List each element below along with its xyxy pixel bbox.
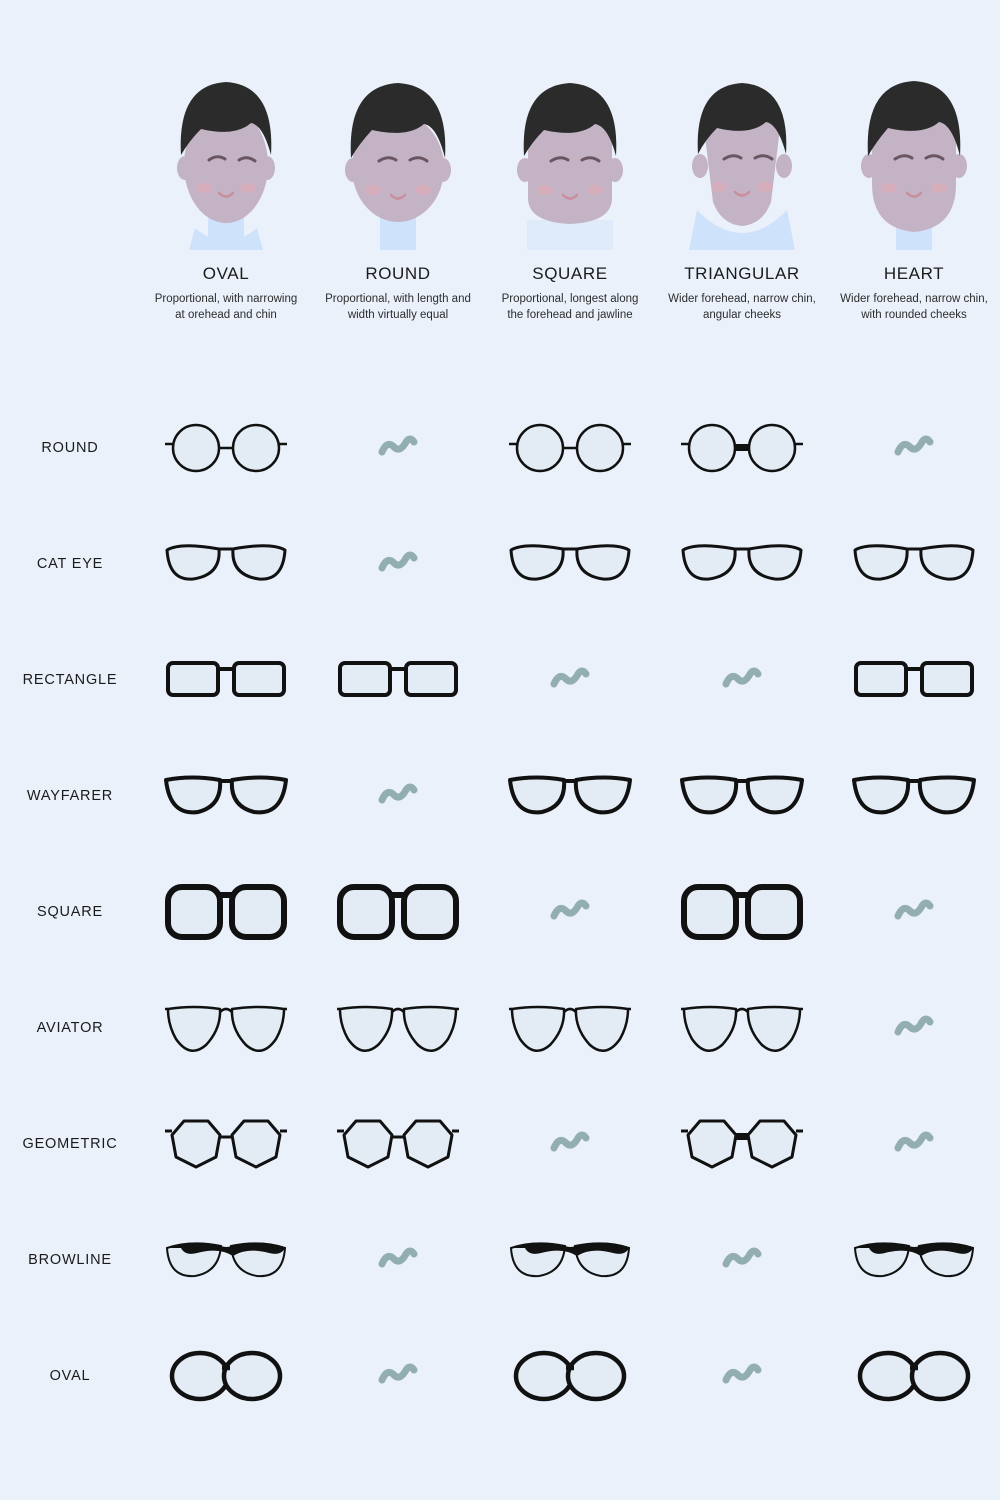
cell-oval-heart	[828, 1318, 1000, 1434]
cell-rectangle-round	[312, 622, 484, 738]
cell-rectangle-triangular	[656, 622, 828, 738]
face-name: ROUND	[365, 264, 431, 283]
frame-row-label: CAT EYE	[36, 556, 104, 572]
frame-row-label: RECTANGLE	[22, 672, 118, 688]
face-description: Wider forehead, narrow chin, angular cheeks	[668, 293, 816, 321]
cell-wayfarer-oval	[140, 738, 312, 854]
cell-cat-eye-heart	[828, 506, 1000, 622]
face-oval-icon	[151, 60, 301, 250]
glasses-aviator-icon	[164, 999, 288, 1057]
cell-round-oval	[140, 390, 312, 506]
cell-round-round	[312, 390, 484, 506]
squiggle-icon	[894, 1131, 934, 1157]
face-description: Wider forehead, narrow chin, with rounded cheeks	[840, 293, 988, 321]
frame-row-aviator	[0, 970, 1000, 1086]
cell-aviator-square	[484, 970, 656, 1086]
cell-geometric-heart	[828, 1086, 1000, 1202]
cell-aviator-heart	[828, 970, 1000, 1086]
glasses-oval-icon	[856, 1348, 972, 1404]
squiggle-icon	[550, 1131, 590, 1157]
face-column-heart	[828, 60, 1000, 323]
cell-oval-round	[312, 1318, 484, 1434]
face-heart-icon	[839, 60, 989, 250]
glasses-cat-eye-icon	[508, 536, 632, 592]
cell-browline-heart	[828, 1202, 1000, 1318]
cell-browline-triangular	[656, 1202, 828, 1318]
glasses-rectangle-icon	[336, 653, 460, 707]
glasses-round-icon	[680, 418, 804, 478]
frame-style-matrix	[0, 390, 1000, 1434]
glasses-aviator-icon	[336, 999, 460, 1057]
cell-square-oval	[140, 854, 312, 970]
face-description: Proportional, longest along the forehead and jawline	[501, 293, 639, 321]
face-name: HEART	[883, 264, 945, 283]
frame-row-label: BROWLINE	[28, 1252, 112, 1268]
face-name: OVAL	[202, 264, 250, 283]
cell-browline-oval	[140, 1202, 312, 1318]
cell-rectangle-square	[484, 622, 656, 738]
glasses-browline-icon	[163, 1238, 289, 1282]
squiggle-icon	[722, 1247, 762, 1273]
frame-row-label: ROUND	[41, 440, 99, 456]
frame-row-label: WAYFARER	[26, 788, 114, 804]
glasses-rectangle-icon	[164, 653, 288, 707]
frame-row-oval	[0, 1318, 1000, 1434]
cell-square-square	[484, 854, 656, 970]
glasses-oval-icon	[512, 1348, 628, 1404]
frame-row-label: OVAL	[49, 1368, 91, 1384]
frame-row-label: AVIATOR	[36, 1020, 104, 1036]
cell-geometric-triangular	[656, 1086, 828, 1202]
cell-aviator-round	[312, 970, 484, 1086]
squiggle-icon	[550, 899, 590, 925]
cell-oval-square	[484, 1318, 656, 1434]
frame-row-square	[0, 854, 1000, 970]
glasses-wayfarer-icon	[850, 770, 978, 822]
squiggle-icon	[550, 667, 590, 693]
face-type-header	[140, 60, 1000, 323]
glasses-square-icon	[164, 881, 288, 943]
glasses-oval-icon	[168, 1348, 284, 1404]
cell-round-heart	[828, 390, 1000, 506]
face-column-triangular	[656, 60, 828, 323]
glasses-square-icon	[336, 881, 460, 943]
glasses-geometric-icon	[164, 1115, 288, 1173]
cell-cat-eye-square	[484, 506, 656, 622]
face-column-square	[484, 60, 656, 323]
glasses-wayfarer-icon	[678, 770, 806, 822]
glasses-browline-icon	[507, 1238, 633, 1282]
face-column-oval	[140, 60, 312, 323]
frame-row-geometric	[0, 1086, 1000, 1202]
squiggle-icon	[722, 667, 762, 693]
glasses-cat-eye-icon	[852, 536, 976, 592]
squiggle-icon	[378, 551, 418, 577]
cell-geometric-square	[484, 1086, 656, 1202]
squiggle-icon	[378, 783, 418, 809]
cell-oval-triangular	[656, 1318, 828, 1434]
squiggle-icon	[378, 1363, 418, 1389]
cell-wayfarer-round	[312, 738, 484, 854]
frame-row-rectangle	[0, 622, 1000, 738]
cell-round-square	[484, 390, 656, 506]
cell-square-triangular	[656, 854, 828, 970]
cell-aviator-triangular	[656, 970, 828, 1086]
face-square-icon	[495, 60, 645, 250]
glasses-wayfarer-icon	[506, 770, 634, 822]
cell-cat-eye-triangular	[656, 506, 828, 622]
glasses-geometric-icon	[680, 1115, 804, 1173]
squiggle-icon	[378, 1247, 418, 1273]
cell-rectangle-oval	[140, 622, 312, 738]
cell-wayfarer-triangular	[656, 738, 828, 854]
glasses-geometric-icon	[336, 1115, 460, 1173]
cell-rectangle-heart	[828, 622, 1000, 738]
squiggle-icon	[894, 435, 934, 461]
cell-square-round	[312, 854, 484, 970]
frame-row-browline	[0, 1202, 1000, 1318]
cell-cat-eye-oval	[140, 506, 312, 622]
face-description: Proportional, with narrowing at orehead and chin	[154, 293, 298, 321]
cell-wayfarer-square	[484, 738, 656, 854]
face-column-round	[312, 60, 484, 323]
squiggle-icon	[894, 1015, 934, 1041]
squiggle-icon	[378, 435, 418, 461]
frame-row-wayfarer	[0, 738, 1000, 854]
cell-wayfarer-heart	[828, 738, 1000, 854]
frame-row-cat-eye	[0, 506, 1000, 622]
cell-round-triangular	[656, 390, 828, 506]
frame-row-label: GEOMETRIC	[22, 1136, 118, 1152]
glasses-wayfarer-icon	[162, 770, 290, 822]
face-round-icon	[323, 60, 473, 250]
glasses-cat-eye-icon	[164, 536, 288, 592]
cell-square-heart	[828, 854, 1000, 970]
cell-browline-square	[484, 1202, 656, 1318]
cell-browline-round	[312, 1202, 484, 1318]
glasses-browline-icon	[851, 1238, 977, 1282]
cell-geometric-round	[312, 1086, 484, 1202]
cell-oval-oval	[140, 1318, 312, 1434]
glasses-rectangle-icon	[852, 653, 976, 707]
squiggle-icon	[894, 899, 934, 925]
glasses-aviator-icon	[508, 999, 632, 1057]
glasses-round-icon	[164, 418, 288, 478]
face-description: Proportional, with length and width virtually equal	[325, 293, 471, 321]
squiggle-icon	[722, 1363, 762, 1389]
glasses-round-icon	[508, 418, 632, 478]
cell-geometric-oval	[140, 1086, 312, 1202]
glasses-square-icon	[680, 881, 804, 943]
glasses-cat-eye-icon	[680, 536, 804, 592]
cell-cat-eye-round	[312, 506, 484, 622]
frame-row-label: SQUARE	[36, 904, 104, 920]
face-triangular-icon	[667, 60, 817, 250]
face-name: TRIANGULAR	[684, 264, 800, 283]
glasses-aviator-icon	[680, 999, 804, 1057]
face-name: SQUARE	[532, 264, 608, 283]
frame-row-round	[0, 390, 1000, 506]
cell-aviator-oval	[140, 970, 312, 1086]
